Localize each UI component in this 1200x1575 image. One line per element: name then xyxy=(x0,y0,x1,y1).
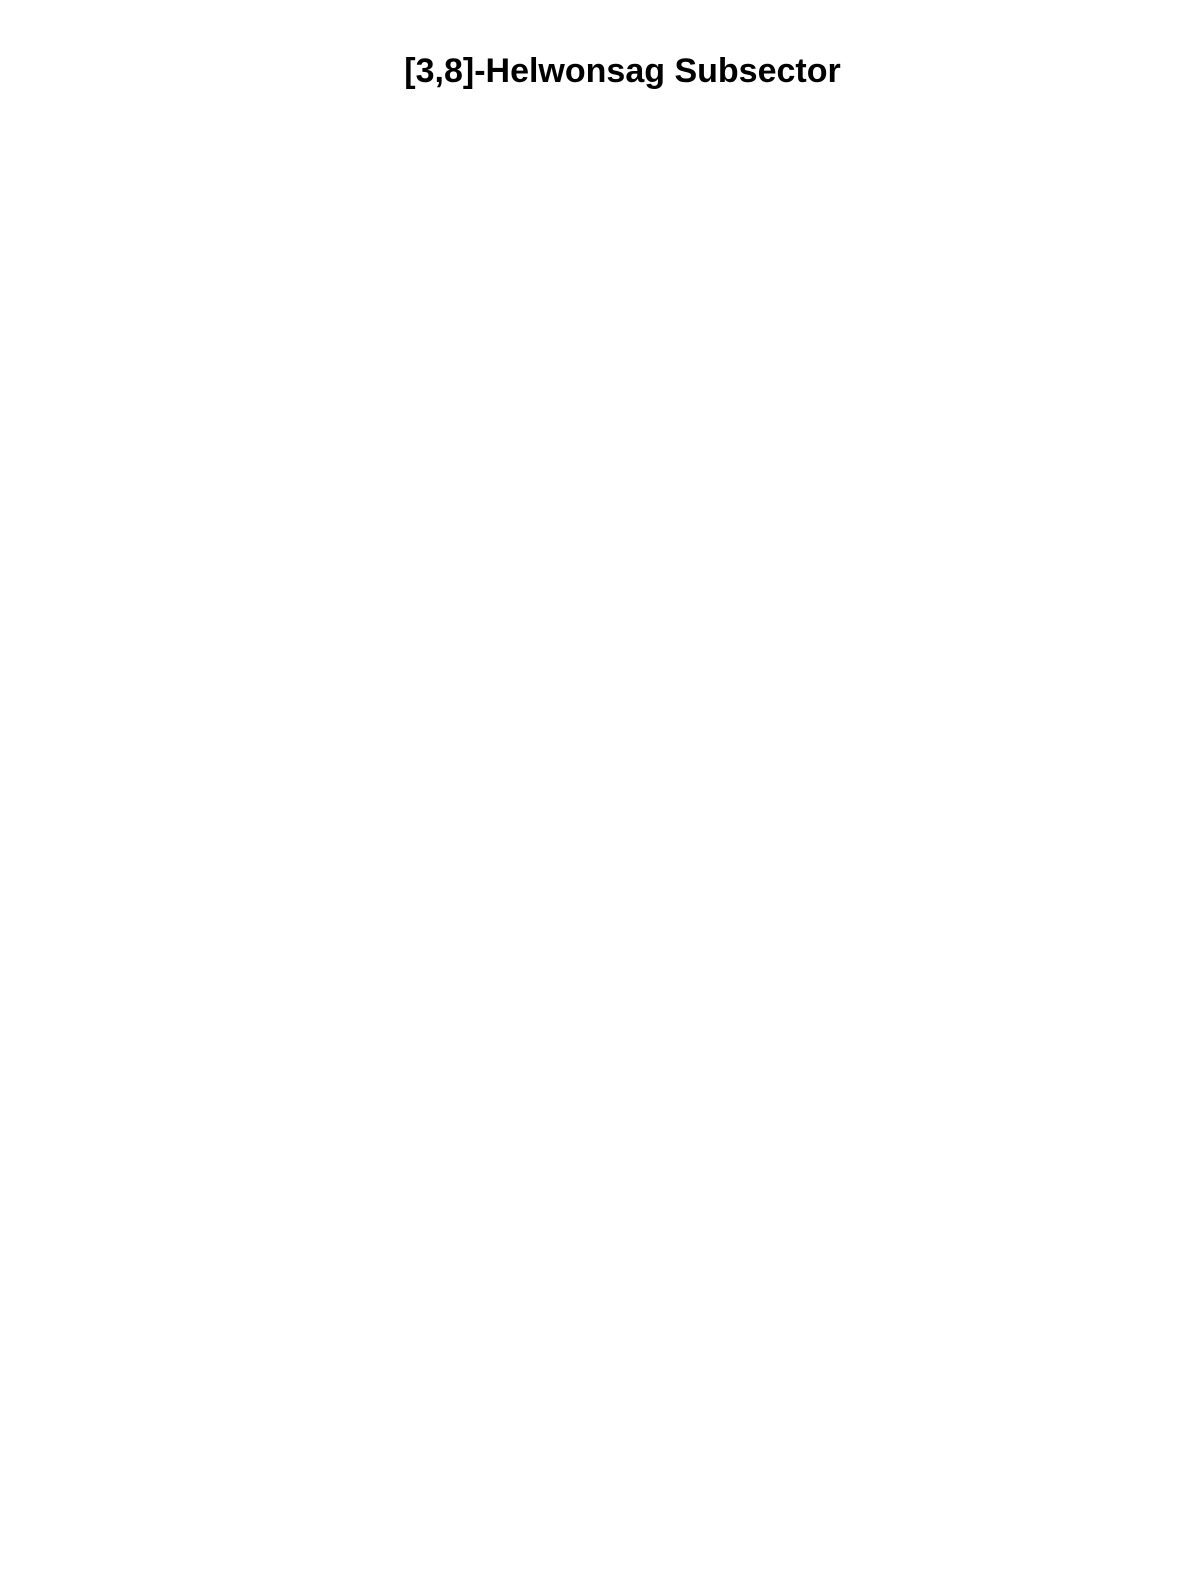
map-title: [3,8]-Helwonsag Subsector xyxy=(404,52,841,90)
